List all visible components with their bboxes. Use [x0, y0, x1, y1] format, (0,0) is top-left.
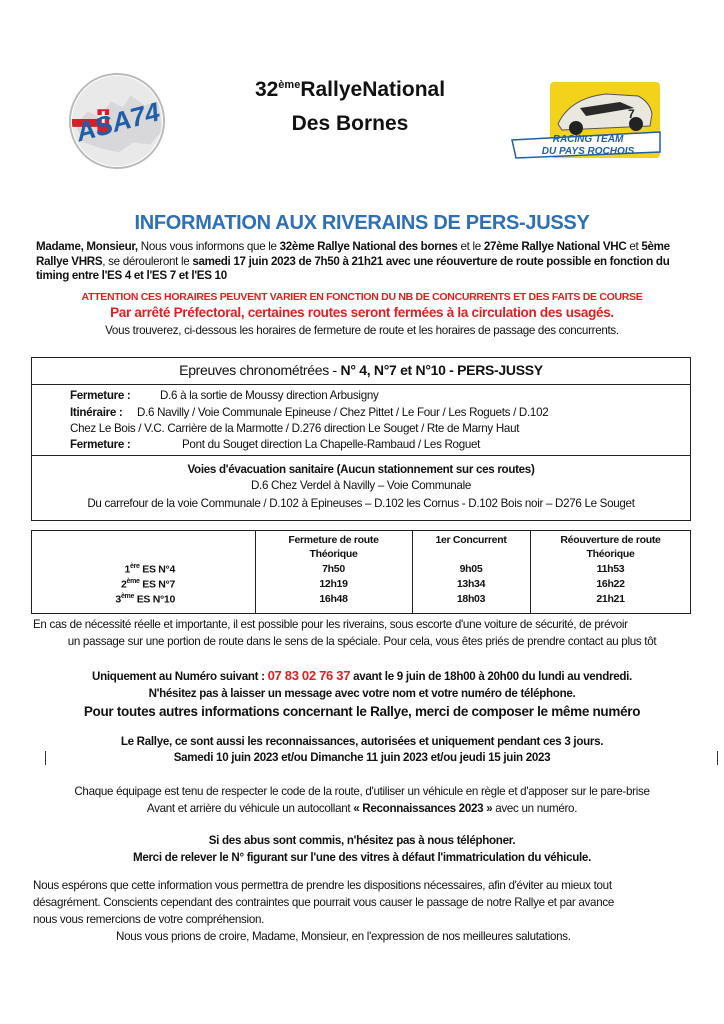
stage-name: ES N°7: [139, 578, 175, 591]
other-info-line: Pour toutes autres informations concernant le Rallye, merci de composer le même numéro: [83, 704, 641, 719]
closing-line: nous vous remercions de votre compréhension.: [33, 913, 265, 926]
prefectoral-notice: Par arrêté Préfectoral, certaines routes seront fermées à la circulation des usagés.: [110, 305, 614, 320]
info-title: INFORMATION AUX RIVERAINS DE PERS-JUSSY: [134, 212, 590, 234]
message-hint: N'hésitez pas à laisser un message avec votre nom et votre numéro de téléphone.: [148, 687, 576, 700]
margin-mark: [45, 751, 46, 765]
fermeture-label: Fermeture :: [70, 438, 131, 451]
equipage-line: Chaque équipage est tenu de respecter le code de la route, d'utiliser un véhicule en règle et d'apposer sur le pare-brise: [74, 785, 650, 798]
concurrent-time: 18h03: [456, 593, 486, 605]
stage-number-suffix: ère: [130, 563, 140, 570]
intro-text-2: et le: [457, 240, 484, 253]
svg-text:7: 7: [628, 107, 635, 121]
abus-line: Merci de relever le N° figurant sur l'une des vitres à défaut l'immatriculation du véhicule.: [132, 851, 592, 864]
attention-warning: ATTENTION CES HORAIRES PEUVENT VARIER EN FONCTION DU NB DE CONCURRENTS ET DES FAITS DE COURSE: [81, 291, 643, 303]
fermeture-label: Fermeture :: [70, 389, 131, 402]
intro-paragraph: [36, 240, 690, 284]
stage-number: 1: [124, 563, 130, 576]
phone-suffix: avant le 9 juin de 18h00 à 20h00 du lundi au vendredi.: [350, 670, 632, 683]
reco-dates: Samedi 10 juin 2023 et/ou Dimanche 11 juin 2023 et/ou jeudi 15 juin 2023: [173, 751, 551, 764]
phone-line: [0, 668, 724, 683]
stage-name: ES N°4: [139, 563, 175, 576]
equipage-text: Avant et arrière du véhicule un autocollant: [146, 802, 354, 815]
intro-text-4: , se dérouleront le: [102, 254, 193, 268]
reouverture-time: 21h21: [596, 593, 625, 605]
phone-prefix: Uniquement au Numéro suivant :: [92, 670, 268, 683]
intro-bold-2: 27ème Rallye National VHC: [483, 240, 627, 253]
stage-number: 2: [120, 578, 127, 591]
equipage-line: [0, 800, 724, 818]
fermeture-time: 12h19: [319, 578, 348, 590]
equipage-text: avec un numéro.: [492, 802, 578, 815]
evacuation-title: Voies d'évacuation sanitaire (Aucun stationnement sur ces routes): [187, 463, 535, 476]
intro-bold-4: samedi 17 juin 2023 de 7h50 à 21h21 avec une réouverture de route possible en fonction du timing entre l'ES 4 et l'ES 7 et l'ES 10: [36, 254, 670, 282]
necessite-line: En cas de nécessité réelle et importante, il est possible pour les riverains, sous escorte d'une voiture de sécurité, de prévoir: [33, 618, 628, 631]
racing-team-logo: [510, 78, 664, 160]
header-fermeture: Fermeture de route Théorique: [288, 534, 379, 560]
evacuation-route: Du carrefour de la voie Communale / D.102 à Epineuses – D.102 les Cornus - D.102 Bois noir – D276 Le Souget: [87, 497, 635, 510]
itineraire-value-cont: Chez Le Bois / V.C. Carrière de la Marmotte / D.276 direction Le Souget / Rte de Marny Haut: [70, 422, 520, 435]
fermeture-value: D.6 à la sortie de Moussy direction Arbusigny: [160, 389, 379, 402]
abus-line: Si des abus sont commis, n'hésitez pas à nous téléphoner.: [208, 834, 516, 847]
stages-title-part2: N° 4, N°7 et N°10 - PERS-JUSSY: [340, 362, 543, 378]
stage-number-suffix: ème: [120, 593, 135, 600]
closing-salutation: Nous vous prions de croire, Madame, Monsieur, en l'expression de nos meilleures salutations.: [116, 930, 571, 943]
stage-number-suffix: ème: [126, 578, 140, 585]
header-concurrent: 1er Concurrent: [435, 534, 507, 546]
itineraire-value: D.6 Navilly / Voie Communale Epineuse / Chez Pittet / Le Four / Les Roguets / D.102: [137, 406, 549, 419]
closing-line: Nous espérons que cette information vous permettra de prendre les dispositions nécessaires, afin d'éviter au mieux tout: [33, 879, 612, 892]
rally-number-suffix: ème: [278, 79, 301, 91]
fermeture-time: 16h48: [319, 593, 348, 605]
concurrent-time: 9h05: [459, 563, 483, 575]
rally-number: 32: [254, 78, 279, 101]
intro-text-1: Nous vous informons que le: [137, 240, 280, 253]
stages-title-part1: Epreuves chronométrées -: [179, 362, 341, 378]
margin-mark: [717, 751, 718, 765]
asa74-logo: [68, 72, 166, 170]
closing-line: désagrément. Conscients cependant des contraintes que pourrait vous causer le passage de notre Rallye et par avance: [33, 896, 614, 909]
stages-box-divider: [31, 455, 691, 456]
necessite-line: un passage sur une portion de route dans le sens de la spéciale. Pour cela, vous êtes priés de prendre contact au plus tôt: [67, 635, 657, 648]
rally-title-line2: Des Bornes: [291, 112, 409, 135]
itineraire-label: Itinéraire :: [70, 406, 123, 419]
intro-bold-3: 5ème Rallye VHRS: [36, 240, 670, 268]
rally-title-line1: [200, 78, 500, 102]
stages-box-divider: [31, 384, 691, 385]
stage-number: 3: [115, 593, 121, 606]
evacuation-route: D.6 Chez Verdel à Navilly – Voie Communale: [250, 479, 472, 492]
svg-text:DU PAYS ROCHOIS: DU PAYS ROCHOIS: [541, 146, 635, 157]
stage-name: ES N°10: [134, 593, 175, 606]
concurrent-time: 13h34: [456, 578, 486, 590]
rally-name: RallyeNational: [300, 78, 446, 101]
reouverture-time: 16h22: [596, 578, 625, 590]
intro-text-3: et: [626, 240, 642, 253]
stage-label: [40, 593, 175, 606]
svg-text:ASA74: ASA74: [72, 96, 163, 148]
svg-text:RACING TEAM: RACING TEAM: [552, 134, 624, 145]
stage-label: [40, 563, 175, 576]
stage-label: [40, 578, 175, 591]
schedule-intro: Vous trouverez, ci-dessous les horaires de fermeture de route et les horaires de passage des concurrents.: [105, 324, 619, 337]
intro-bold-1: 32ème Rallye National des bornes: [279, 240, 458, 253]
fermeture-value: Pont du Souget direction La Chapelle-Rambaud / Les Roguet: [182, 438, 481, 451]
reouverture-time: 11h53: [596, 563, 625, 575]
stages-title: [31, 362, 691, 378]
phone-number[interactable]: 07 83 02 76 37: [267, 668, 351, 683]
fermeture-time: 7h50: [322, 563, 345, 575]
header-reouverture: Réouverture de route Théorique: [560, 534, 661, 560]
intro-lead: Madame, Monsieur,: [36, 240, 138, 253]
reco-line: Le Rallye, ce sont aussi les reconnaissances, autorisées et uniquement pendant ces 3 jours.: [120, 735, 604, 748]
sticker-name: « Reconnaissances 2023 »: [353, 802, 493, 815]
